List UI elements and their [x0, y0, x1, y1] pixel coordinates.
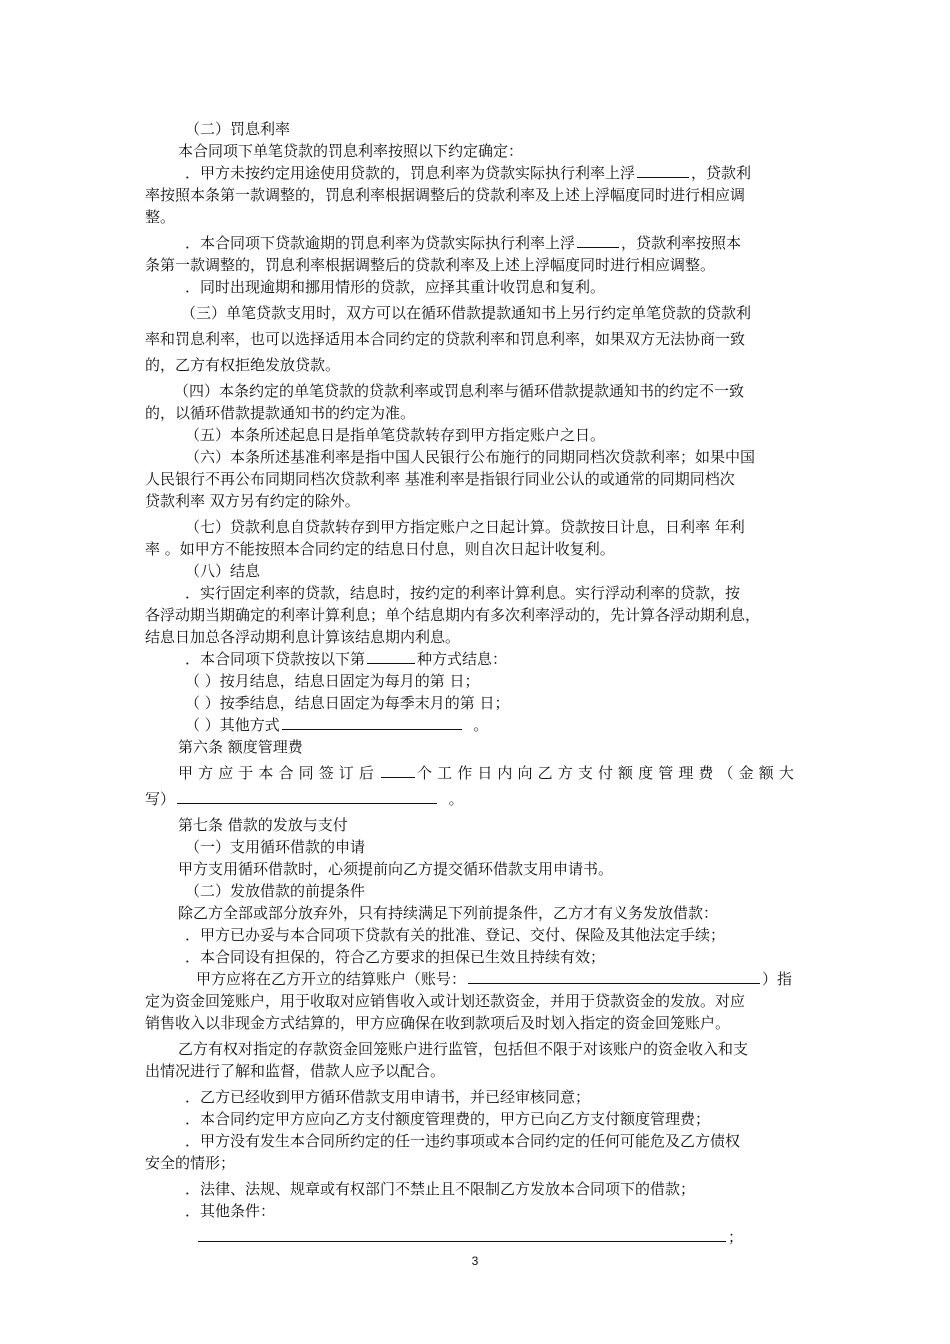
article-heading-6: 第六条 额度管理费 — [178, 738, 303, 756]
paragraph-line: ．同时出现逾期和挪用情形的贷款，应择其重计收罚息和复利。 — [185, 278, 606, 296]
paragraph-line: ．甲方已办妥与本合同项下贷款有关的批准、登记、交付、保险及其他法定手续； — [185, 926, 726, 944]
paragraph-line: ．实行固定利率的贷款，结息时，按约定的利率计算利息。实行浮动利率的贷款，按 — [185, 584, 741, 602]
paragraph-line: 除乙方全部或部分放弃外，只有持续满足下列前提条件，乙方才有义务发放借款： — [178, 904, 719, 922]
section-heading-interest-settlement: （八）结息 — [185, 562, 261, 580]
paragraph-line: ．乙方已经收到甲方循环借款支用申请书，并已经审核同意； — [185, 1088, 591, 1106]
paragraph-line: 整。 — [145, 208, 176, 226]
checkbox-option-other: （ ）其他方式 。 — [185, 716, 489, 734]
paragraph-line: 条第一款调整的，罚息利率根据调整后的贷款利率及上述上浮幅度同时进行相应调整。 — [145, 256, 716, 274]
paragraph-line: （三）单笔贷款支用时，双方可以在循环借款提款通知书上另行约定单笔贷款的贷款利 — [181, 304, 752, 322]
paragraph-line: 甲方应将在乙方开立的结算账户（账号： ）指 — [196, 970, 793, 988]
paragraph-line: 销售收入以非现金方式结算的，甲方应确保在收到款项后及时划入指定的资金回笼账户。 — [145, 1014, 731, 1032]
paragraph-line: ．其他条件： — [185, 1202, 276, 1220]
paragraph-line: 贷款利率 双方另有约定的除外。 — [145, 492, 360, 510]
checkbox-option-quarterly: （ ）按季结息，结息日固定为每季末月的第 日； — [185, 694, 510, 712]
paragraph-line: 的，以循环借款提款通知书的约定为准。 — [145, 404, 416, 422]
article-heading-7: 第七条 借款的发放与支付 — [178, 816, 348, 834]
blank-underline — [367, 648, 415, 664]
blank-underline — [637, 162, 689, 178]
paragraph-line: （四）本条约定的单笔贷款的贷款利率或罚息利率与循环借款提款通知书的约定不一致 — [174, 382, 745, 400]
paragraph-line: ．本合同约定甲方应向乙方支付额度管理费的，甲方已向乙方支付额度管理费； — [185, 1110, 711, 1128]
paragraph-line: 率和罚息利率，也可以选择适用本合同约定的贷款利率和罚息利率，如果双方无法协商一致 — [145, 330, 746, 348]
paragraph-line: ．本合同项下贷款逾期的罚息利率为贷款实际执行利率上浮 ，贷款利率按照本 — [185, 234, 742, 252]
document-body — [145, 118, 810, 1248]
paragraph-line: 甲方支用循环借款时，心须提前向乙方提交循环借款支用申请书。 — [178, 860, 614, 878]
section-heading-preconditions: （二）发放借款的前提条件 — [185, 882, 366, 900]
paragraph-line: 率 。如甲方不能按照本合同约定的结息日付息，则自次日起计收复利。 — [145, 540, 615, 558]
blank-underline — [468, 968, 760, 984]
paragraph-line: ．本合同项下贷款按以下第 种方式结息： — [185, 650, 508, 668]
paragraph-line: 出情况进行了解和监督，借款人应予以配合。 — [145, 1062, 446, 1080]
paragraph-line: （六）本条所述基准利率是指中国人民银行公布施行的同期同档次贷款利率；如果中国 — [185, 448, 756, 466]
paragraph-line: ．法律、法规、规章或有权部门不禁止且不限制乙方发放本合同项下的借款； — [185, 1180, 696, 1198]
paragraph-line: （五）本条所述起息日是指单笔贷款转存到甲方指定账户之日。 — [185, 426, 606, 444]
blank-underline — [177, 788, 437, 804]
section-heading-loan-application: （一）支用循环借款的申请 — [185, 838, 366, 856]
paragraph-line: 结息日加总各浮动期利息计算该结息期内利息。 — [145, 628, 461, 646]
section-heading-penalty-rate: （二）罚息利率 — [185, 120, 291, 138]
blank-underline — [577, 232, 619, 248]
paragraph-line: 写） 。 — [145, 790, 464, 808]
page-number: 3 — [471, 1254, 479, 1268]
paragraph-line: 本合同项下单笔贷款的罚息利率按照以下约定确定： — [178, 142, 524, 160]
paragraph-line: 率按照本条第一款调整的，罚息利率根据调整后的贷款利率及上述上浮幅度同时进行相应调 — [145, 186, 746, 204]
paragraph-line: 的，乙方有权拒绝发放贷款。 — [145, 356, 341, 374]
paragraph-line: ．甲方没有发生本合同所约定的任一违约事项或本合同约定的任何可能危及乙方债权 — [185, 1132, 741, 1150]
paragraph-line: 各浮动期当期确定的利率计算利息；单个结息期内有多次利率浮动的，先计算各浮动期利息， — [145, 606, 761, 624]
paragraph-line: ； — [145, 1226, 810, 1248]
checkbox-option-monthly: （ ）按月结息，结息日固定为每月的第 日； — [185, 672, 480, 690]
blank-underline — [198, 1226, 726, 1242]
blank-underline — [282, 714, 462, 730]
paragraph-line: 乙方有权对指定的存款资金回笼账户进行监管，包括但不限于对该账户的资金收入和支 — [178, 1040, 749, 1058]
paragraph-line: （七）贷款利息自贷款转存到甲方指定账户之日起计算。贷款按日计息，日利率 年利 — [185, 518, 745, 536]
paragraph-line: ．甲方未按约定用途使用贷款的，罚息利率为贷款实际执行利率上浮 ，贷款利 — [185, 164, 752, 182]
paragraph-line: 人民银行不再公布同期同档次贷款利率 基准利率是指银行同业公认的或通常的同期同档次 — [145, 470, 735, 488]
paragraph-line: 定为资金回笼账户，用于收取对应销售收入或计划还款资金，并用于贷款资金的发放。对应 — [145, 992, 746, 1010]
blank-underline — [381, 762, 415, 778]
paragraph-line: ．本合同设有担保的，符合乙方要求的担保已生效且持续有效； — [185, 948, 606, 966]
paragraph-line: 甲方应于本合同签订后 个工作日内向乙方支付额度管理费（金额大 — [178, 764, 799, 782]
paragraph-line: 安全的情形； — [145, 1154, 236, 1172]
